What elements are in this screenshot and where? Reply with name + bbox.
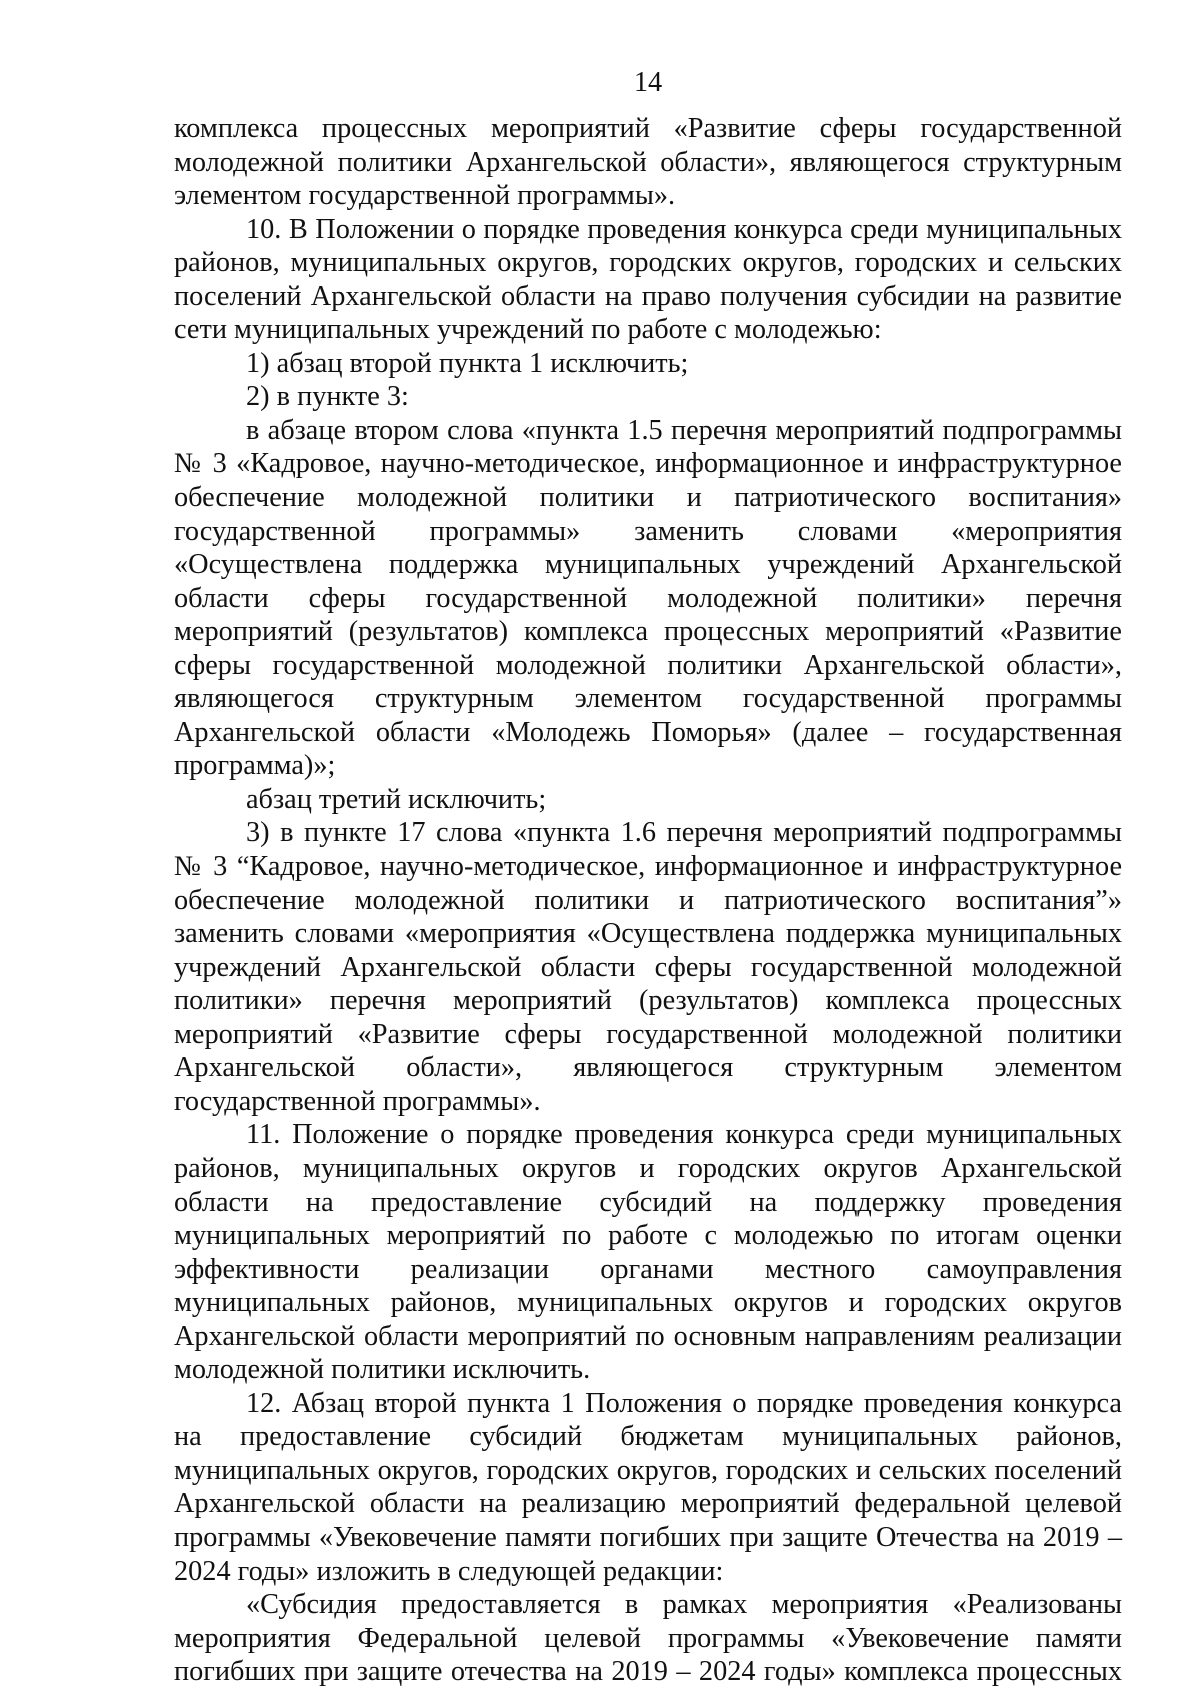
paragraph: в абзаце втором слова «пункта 1.5 перечня мероприятий подпрограммы № 3 «Кадровое, научно-методическое, информационное и инфраструктурное обеспечение молодежной политики и патриотического воспитания» государственной программы» заменить словами «мероприятия «Осуществлена поддержка муниципальных учреждений Архангельской области сферы государственной молодежной политики» перечня мероприятий (результатов) комплекса процессных мероприятий «Развитие сферы государственной молодежной политики Архангельской области», являющегося структурным элементом государственной программы Архангельской области «Молодежь Поморья» (далее – государственная программа)»; (174, 414, 1122, 782)
paragraph: 3) в пункте 17 слова «пункта 1.6 перечня мероприятий подпрограммы № 3 “Кадровое, научно-методическое, информационное и инфраструктурное обеспечение молодежной политики и патриотического воспитания”» заменить словами «мероприятия «Осуществлена поддержка муниципальных учреждений Архангельской области сферы государственной молодежной политики» перечня мероприятий (результатов) комплекса процессных мероприятий «Развитие сферы государственной молодежной политики Архангельской области», являющегося структурным элементом государственной программы». (174, 817, 1122, 1117)
page-number: 14 (633, 67, 663, 98)
paragraph: комплекса процессных мероприятий «Развитие сферы государственной молодежной политики Архангельской области», являющегося структурным элементом государственной программы». (174, 113, 1122, 212)
document-body (174, 112, 1122, 1689)
paragraph: «Субсидия предоставляется в рамках мероприятия «Реализованы мероприятия Федеральной целевой программы «Увековечение памяти погибших при защите отечества на 2019 – 2024 годы» комплекса процессных (174, 1589, 1122, 1688)
paragraph: абзац третий исключить; (246, 783, 547, 815)
paragraph: 2) в пункте 3: (246, 381, 409, 413)
paragraph: 11. Положение о порядке проведения конкурса среди муниципальных районов, муниципальных округов и городских округов Архангельской области на предоставление субсидий на поддержку проведения муниципальных мероприятий по работе с молодежью по итогам оценки эффективности реализации органами местного самоуправления муниципальных районов, муниципальных округов и городских округов Архангельской области мероприятий по основным направлениям реализации молодежной политики исключить. (174, 1119, 1122, 1386)
paragraph: 12. Абзац второй пункта 1 Положения о порядке проведения конкурса на предоставление субсидий бюджетам муниципальных районов, муниципальных округов, городских округов, городских и сельских поселений Архангельской области на реализацию мероприятий федеральной целевой программы «Увековечение памяти погибших при защите Отечества на 2019 – 2024 годы» изложить в следующей редакции: (174, 1387, 1122, 1587)
paragraph: 1) абзац второй пункта 1 исключить; (246, 347, 689, 379)
paragraph: 10. В Положении о порядке проведения конкурса среди муниципальных районов, муниципальных округов, городских округов, городских и сельских поселений Архангельской области на право получения субсидии на развитие сети муниципальных учреждений по работе с молодежью: (174, 213, 1122, 346)
